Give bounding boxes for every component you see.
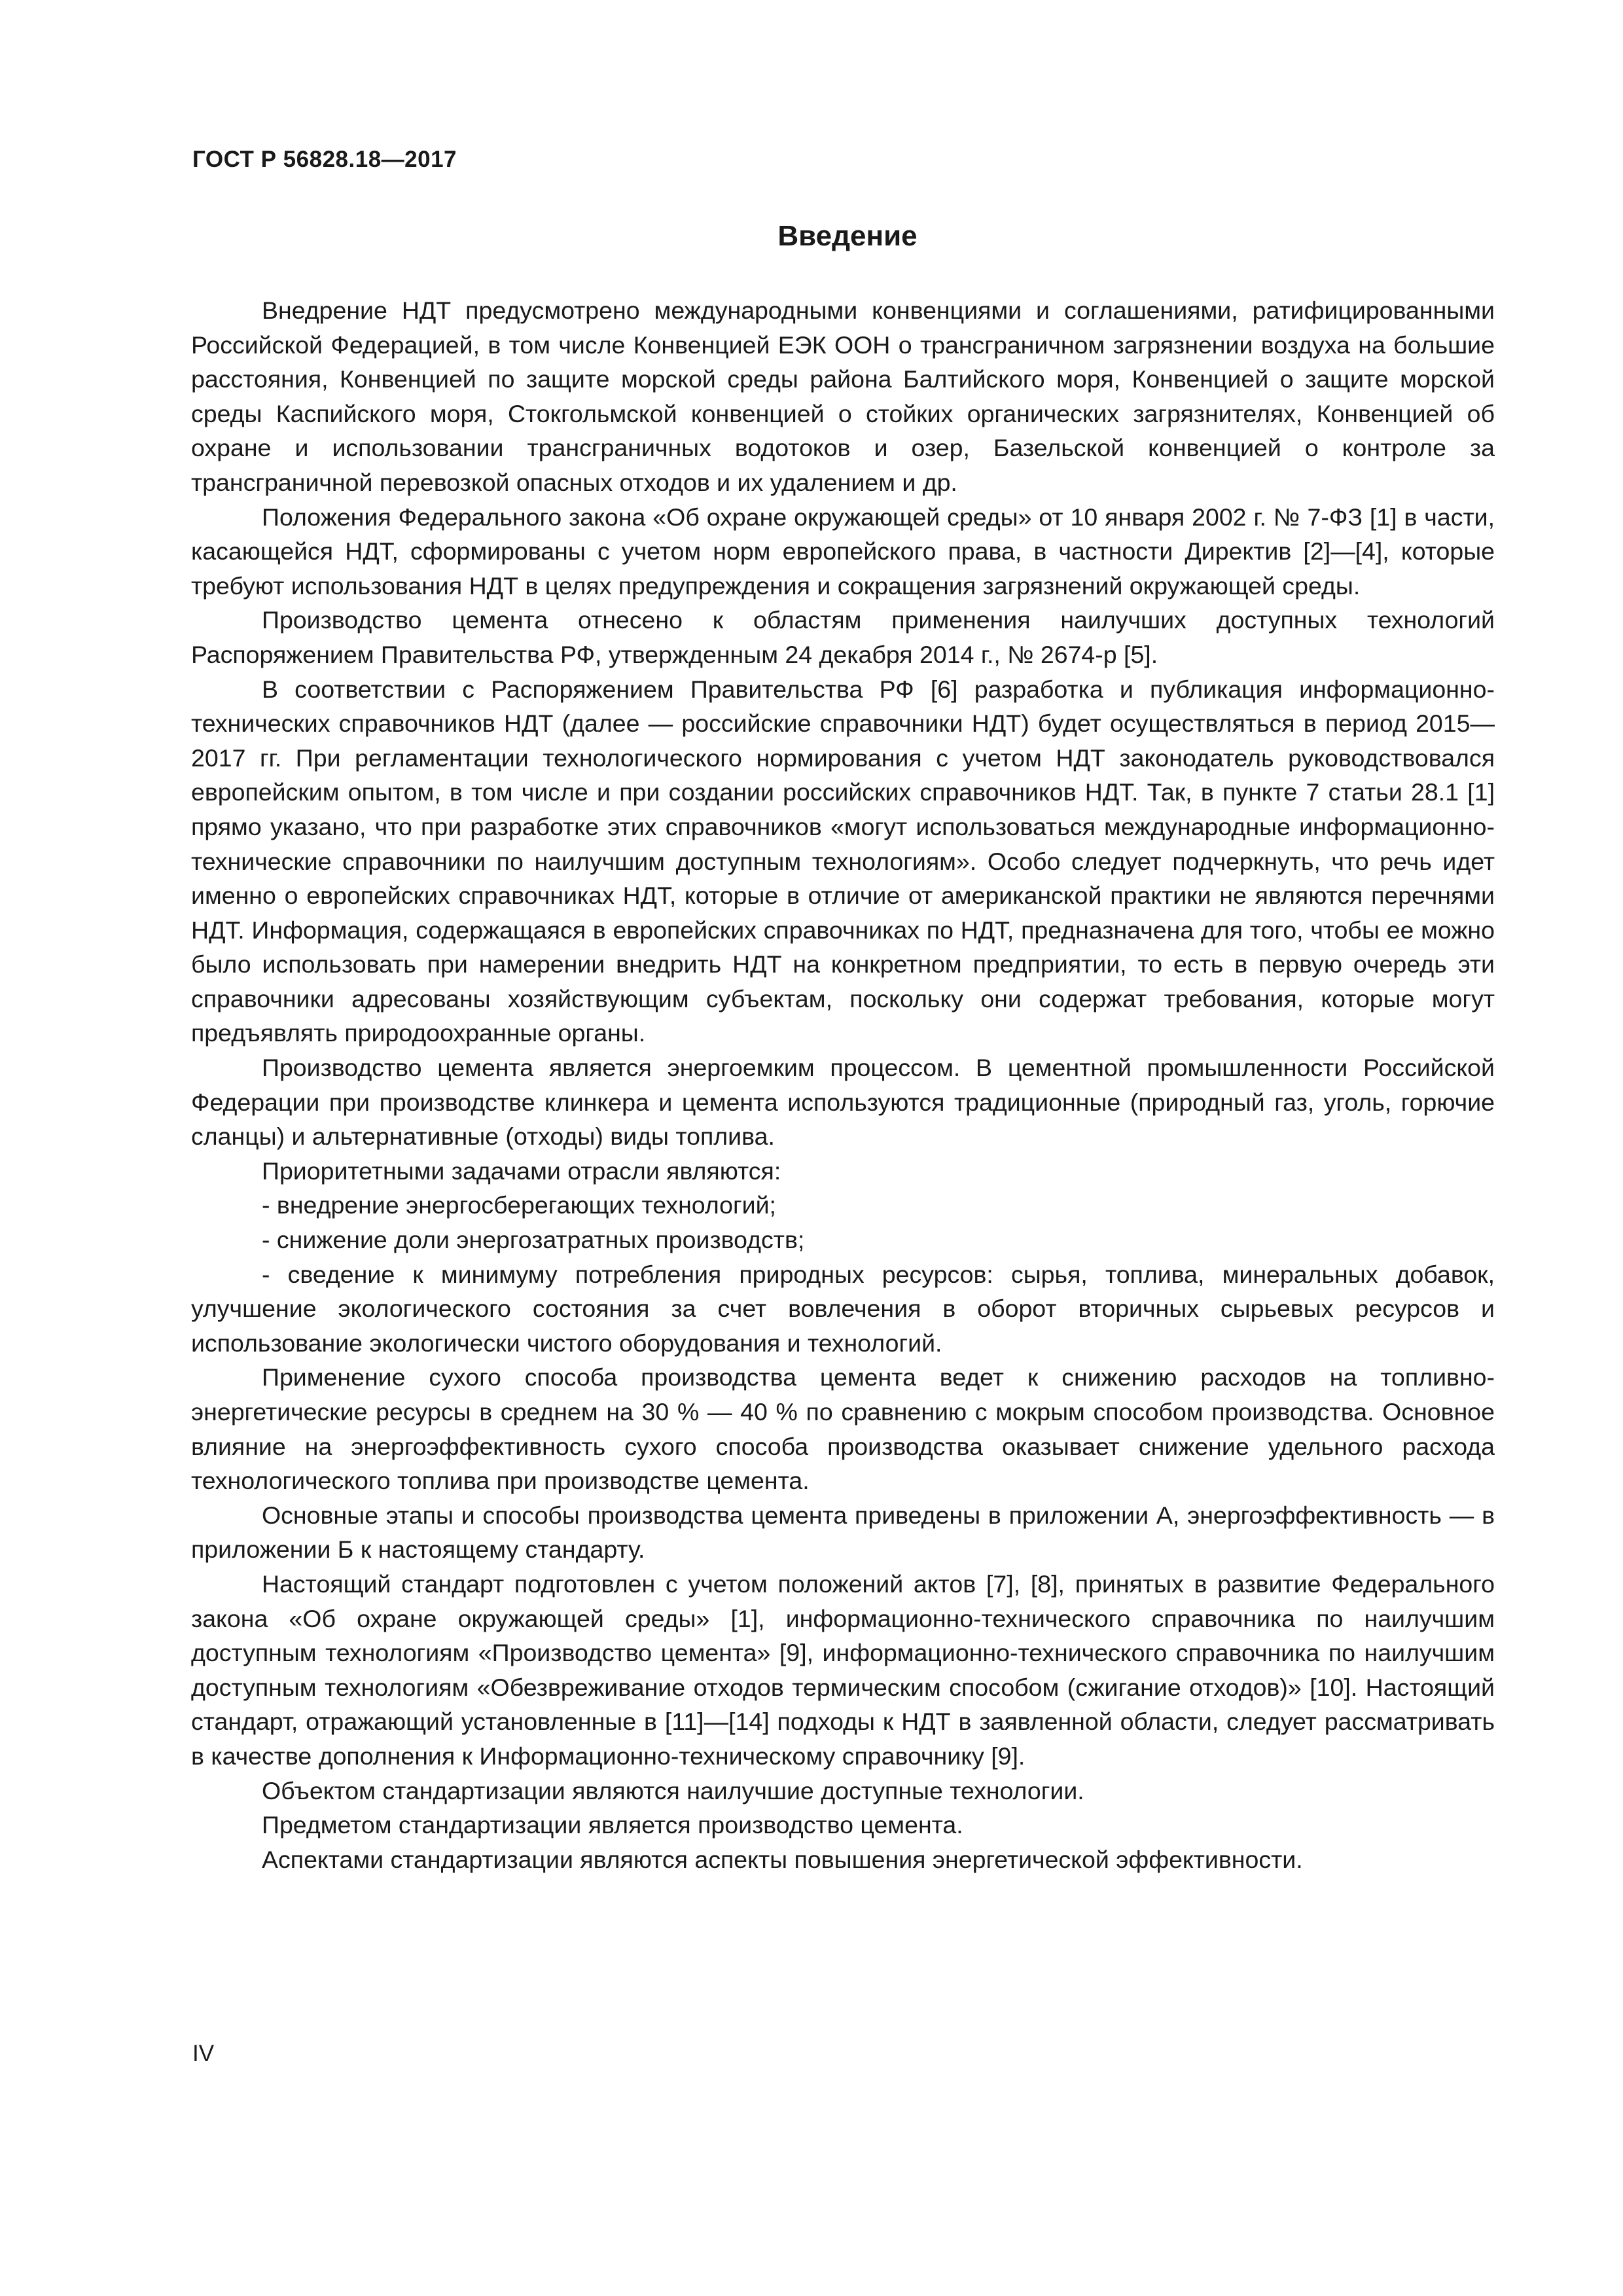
- paragraph: Объектом стандартизации являются наилучшие доступные технологии.: [262, 1776, 1084, 1804]
- paragraph: Производство цемента отнесено к областям применения наилучших доступных технологий Распоряжением Правительства РФ, утвержденным 24 декабря 2014 г., № 2674-р [5].: [191, 606, 1495, 668]
- paragraph: В соответствии с Распоряжением Правительства РФ [6] разработка и публикация информационно-технических справочников НДТ (далее — российские справочники НДТ) будет осуществляться в период 2015—2017 гг. При регламентации технологического нормирования с учетом НДТ законодатель руководствовался европейским опытом, в том числе и при создании российских справочников НДТ. Так, в пункте 7 статьи 28.1 [1] прямо указано, что при разработке этих справочников «могут использоваться международные информационно-технические справочники по наилучшим доступным технологиям». Особо следует подчеркнуть, что речь идет именно о европейских справочниках НДТ, которые в отличие от американской практики не являются перечнями НДТ. Информация, содержащаяся в европейских справочниках по НДТ, предназначена для того, чтобы ее можно было использовать при намерении внедрить НДТ на конкретном предприятии, то есть в первую очередь эти справочники адресованы хозяйствующим субъектам, поскольку они содержат требования, которые могут предъявлять природоохранные органы.: [191, 675, 1495, 1047]
- paragraph: Применение сухого способа производства цемента ведет к снижению расходов на топливно-энергетические ресурсы в среднем на 30 % — 40 % по сравнению с мокрым способом производства. Основное влияние на энергоэффективность сухого способа производства оказывает снижение удельного расхода технологического топлива при производстве цемента.: [191, 1363, 1495, 1495]
- list-item: - внедрение энергосберегающих технологий;: [262, 1191, 776, 1219]
- paragraph: Внедрение НДТ предусмотрено международными конвенциями и соглашениями, ратифицированными Российской Федерацией, в том числе Конвенцией ЕЭК ООН о трансграничном загрязнении воздуха на большие расстояния, Конвенцией по защите морской среды района Балтийского моря, Конвенцией о защите морской среды Каспийского моря, Стокгольмской конвенцией о стойких органических загрязнителях, Конвенцией об охране и использовании трансграничных водотоков и озер, Базельской конвенцией о контроле за трансграничной перевозкой опасных отходов и их удалением и др.: [191, 296, 1495, 496]
- paragraph: Производство цемента является энергоемким процессом. В цементной промышленности Российской Федерации при производстве клинкера и цемента используются традиционные (природный газ, уголь, горючие сланцы) и альтернативные (отходы) виды топлива.: [191, 1054, 1495, 1151]
- body-text: [191, 293, 1495, 1876]
- page-number: IV: [192, 2041, 215, 2066]
- section-title: Введение: [777, 220, 918, 252]
- paragraph: Положения Федерального закона «Об охране окружающей среды» от 10 января 2002 г. № 7-ФЗ [1] в части, касающейся НДТ, сформированы с учетом норм европейского права, в частности Директив [2]—[4], которые требуют использования НДТ в целях предупреждения и сокращения загрязнений окружающей среды.: [191, 503, 1495, 600]
- paragraph: Аспектами стандартизации являются аспекты повышения энергетической эффективности.: [262, 1845, 1303, 1873]
- paragraph: Предметом стандартизации является производство цемента.: [262, 1811, 963, 1839]
- paragraph: Настоящий стандарт подготовлен с учетом положений актов [7], [8], принятых в развитие Федерального закона «Об охране окружающей среды» [1], информационно-технического справочника по наилучшим доступным технологиям «Производство цемента» [9], информационно-технического справочника по наилучшим доступным технологиям «Обезвреживание отходов термическим способом (сжигание отходов)» [10]. Настоящий стандарт, отражающий установленные в [11]—[14] подходы к НДТ в заявленной области, следует рассматривать в качестве дополнения к Информационно-техническому справочнику [9].: [191, 1570, 1495, 1770]
- list-item: - сведение к минимуму потребления природных ресурсов: сырья, топлива, минеральных добавок, улучшение экологического состояния за счет вовлечения в оборот вторичных сырьевых ресурсов и использование экологически чистого оборудования и технологий.: [191, 1260, 1495, 1357]
- paragraph: Основные этапы и способы производства цемента приведены в приложении А, энергоэффективность — в приложении Б к настоящему стандарту.: [191, 1501, 1495, 1564]
- list-item: - снижение доли энергозатратных производств;: [262, 1226, 805, 1254]
- document-code: ГОСТ Р 56828.18—2017: [192, 147, 457, 172]
- paragraph: Приоритетными задачами отрасли являются:: [262, 1157, 781, 1185]
